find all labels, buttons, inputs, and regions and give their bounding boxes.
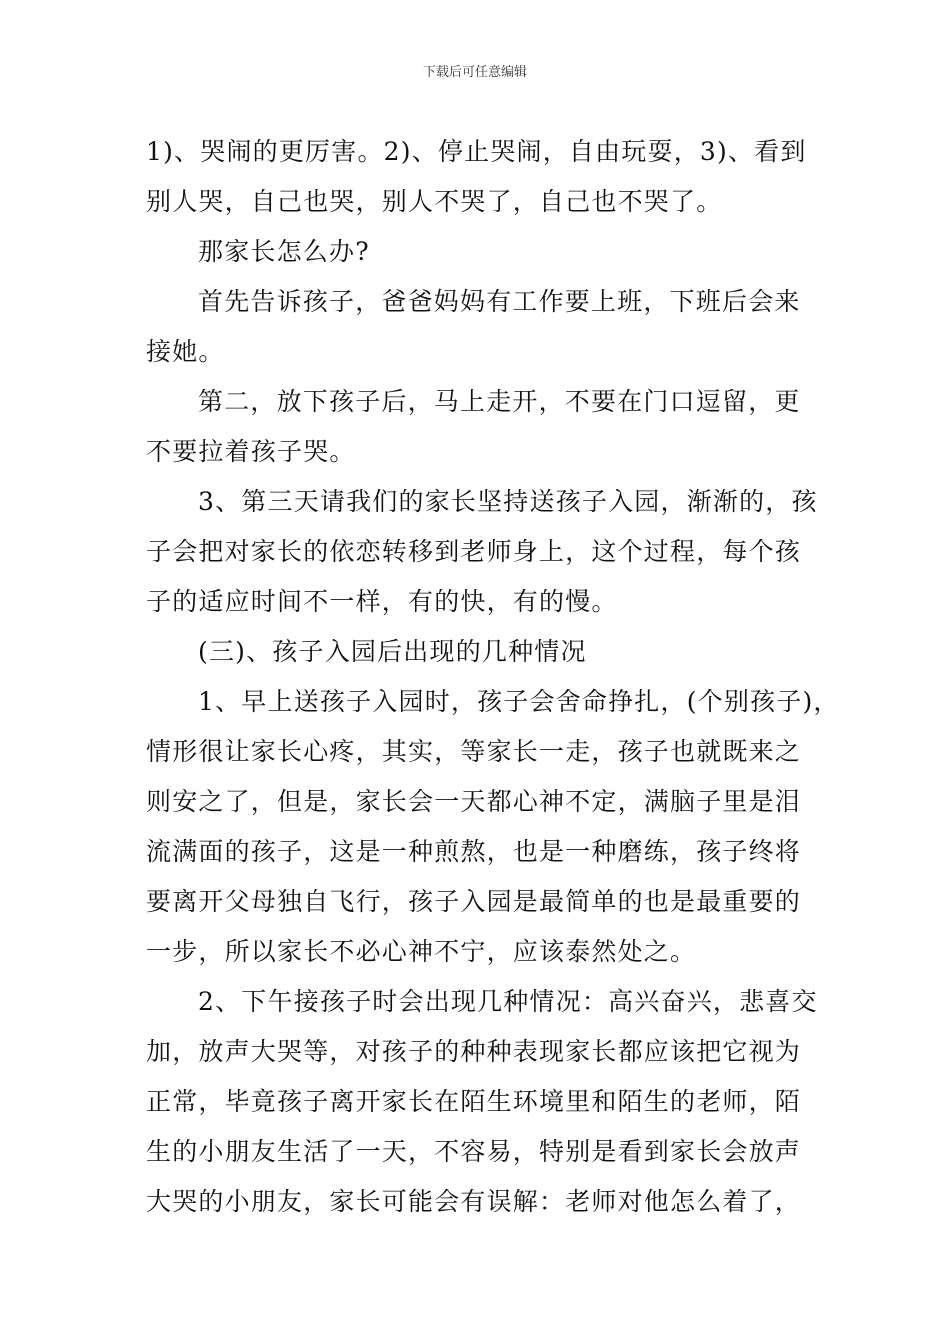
text-line: 生的小朋友生活了一天，不容易，特别是看到家长会放声 <box>146 1137 802 1166</box>
paragraph <box>146 977 836 1227</box>
text-line: 加，放声大哭等，对孩子的种种表现家长都应该把它视为 <box>146 1037 802 1066</box>
text-line: 不要拉着孩子哭。 <box>146 437 356 466</box>
text-line: 情形很让家长心疼，其实，等家长一走，孩子也就既来之 <box>146 737 802 766</box>
text-line: 3、第三天请我们的家长坚持送孩子入园，渐渐的，孩 <box>198 487 818 516</box>
text-line: 那家长怎么办? <box>198 237 370 266</box>
paragraph <box>146 227 836 277</box>
text-line: 子的适应时间不一样，有的快，有的慢。 <box>146 587 618 616</box>
text-line: 1)、哭闹的更厉害。2)、停止哭闹，自由玩耍，3)、看到 <box>146 137 807 166</box>
text-line: 别人哭，自己也哭，别人不哭了，自己也不哭了。 <box>146 187 723 216</box>
page-header <box>0 64 950 82</box>
text-line: (三)、孩子入园后出现的几种情况 <box>198 637 587 666</box>
paragraph <box>146 377 836 477</box>
text-line: 正常，毕竟孩子离开家长在陌生环境里和陌生的老师，陌 <box>146 1087 802 1116</box>
text-line: 流满面的孩子，这是一种煎熬，也是一种磨练，孩子终将 <box>146 837 802 866</box>
text-line: 首先告诉孩子，爸爸妈妈有工作要上班，下班后会来 <box>198 287 801 316</box>
header-text: 下载后可任意编辑 <box>422 65 527 80</box>
text-line: 则安之了，但是，家长会一天都心神不定，满脑子里是泪 <box>146 787 802 816</box>
paragraph <box>146 677 840 977</box>
text-line: 2、下午接孩子时会出现几种情况：高兴奋兴，悲喜交 <box>198 987 818 1016</box>
text-line: 1、早上送孩子入园时，孩子会舍命挣扎，(个别孩子)， <box>198 687 840 716</box>
text-line: 第二，放下孩子后，马上走开，不要在门口逗留，更 <box>198 387 801 416</box>
text-line: 接她。 <box>146 337 225 366</box>
paragraph <box>146 477 836 627</box>
text-line: 要离开父母独自飞行，孩子入园是最简单的也是最重要的 <box>146 887 802 916</box>
text-line: 大哭的小朋友，家长可能会有误解：老师对他怎么着了， <box>146 1187 802 1216</box>
paragraph <box>146 627 836 677</box>
paragraph <box>146 277 836 377</box>
text-line: 子会把对家长的依恋转移到老师身上，这个过程，每个孩 <box>146 537 802 566</box>
document-body <box>146 127 840 1227</box>
text-line: 一步，所以家长不必心神不宁，应该泰然处之。 <box>146 937 697 966</box>
paragraph <box>146 127 836 227</box>
